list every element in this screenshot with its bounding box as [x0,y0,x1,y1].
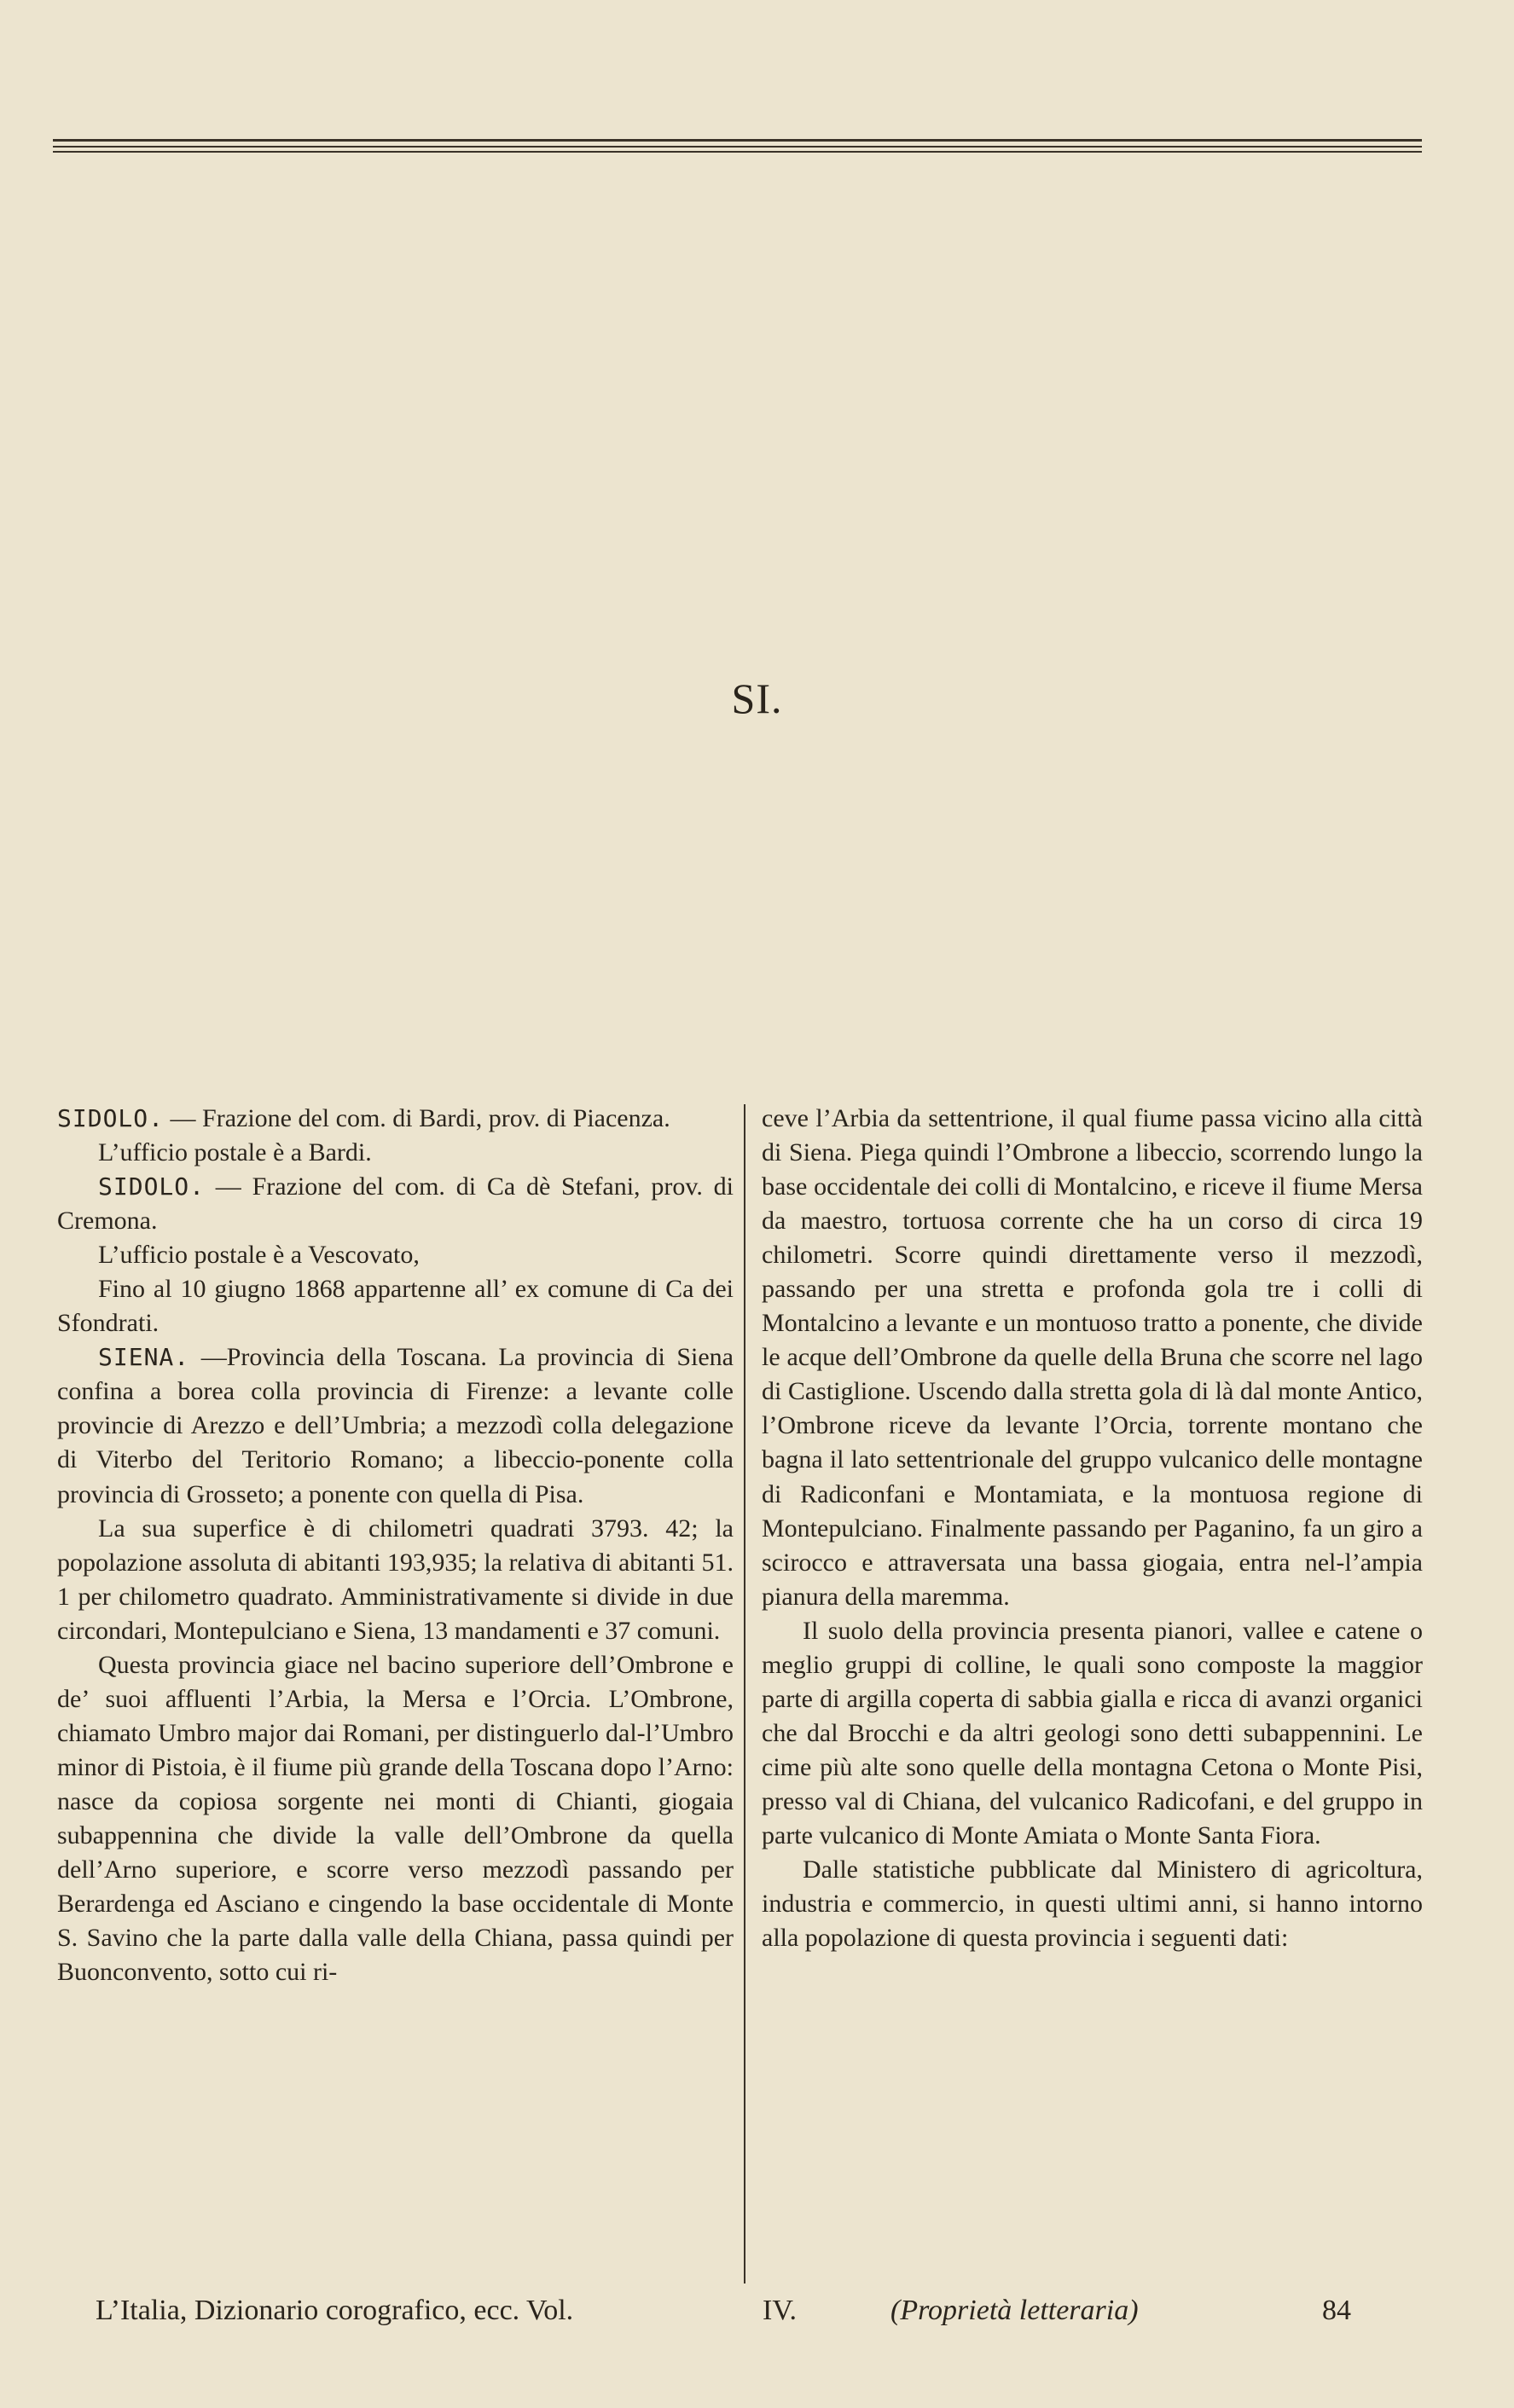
paragraph [57,1102,734,1136]
entry-headword: SIDOLO. [98,1172,206,1201]
column-divider [744,1104,745,2284]
paragraph [57,1340,734,1511]
paragraph: L’ufficio postale è a Bardi. [98,1138,372,1167]
top-rule [53,139,1422,142]
paragraph: Dalle statistiche pubblicate dal Ministero di agricoltura, industria e commercio, in questi ultimi anni, si hanno intorno alla popolazione di questa provincia i seguenti dati: [762,1855,1423,1953]
entry-headword: SIENA. [98,1343,190,1372]
section-heading: SI. [731,674,783,722]
page-number: 84 [1322,2295,1351,2326]
top-rule [53,146,1422,148]
paragraph: Questa provincia giace nel bacino superiore dell’Ombrone e de’ suoi affluenti l’Arbia, la Mersa e l’Orcia. L’Ombrone, chiamato Umbro major dai Romani, per distinguerlo dal-l’Umbro minor di Pistoia, è il fiume più grande della Toscana dopo l’Arno: nasce da copiosa sorgente nei monti di Chianti, giogaia subappennina che divide la valle dell’Ombrone da quella dell’Arno superiore, e scorre verso mezzodì passando per Berardenga ed Asciano e cingendo la base occidentale di Monte S. Savino che la parte dalla valle della Chiana, passa quindi per Buonconvento, sotto cui ri- [57,1650,734,1987]
footer-rights: (Proprietà letteraria) [890,2295,1139,2326]
paragraph-text: — Frazione del com. di Ca dè Stefani, prov. di Cremona. [57,1172,734,1236]
footer-title: L’Italia, Dizionario corografico, ecc. Vol. [96,2295,574,2326]
top-rule [53,151,1422,153]
left-column [57,1102,734,2283]
page-footer [96,2285,1358,2336]
paragraph [57,1170,734,1238]
paragraph: L’ufficio postale è a Vescovato, [98,1241,420,1270]
paragraph: Fino al 10 giugno 1868 appartenne all’ ex comune di Ca dei Sfondrati. [57,1275,734,1338]
paragraph-text: — Frazione del com. di Bardi, prov. di Piacenza. [164,1104,670,1132]
paragraph: Il suolo della provincia presenta pianori, vallee e catene o meglio gruppi di colline, le quali sono composte la maggior parte di argilla coperta di sabbia gialla e ricca di avanzi organici che dal Brocchi e da altri geologi sono detti subappennini. Le cime più alte sono quelle della montagna Cetona o Monte Pisi, presso val di Chiana, del vulcanico Radicofani, e del gruppo in parte vulcanico di Monte Amiata o Monte Santa Fiora. [762,1616,1423,1849]
entry-headword: SIDOLO. [57,1104,165,1132]
paragraph: La sua superfice è di chilometri quadrati 3793. 42; la popolazione assoluta di abitanti 193,935; la relativa di abitanti 51. 1 per chilometro quadrato. Amministrativamente si divide in due circondari, Montepulciano e Siena, 13 mandamenti e 37 comuni. [57,1514,734,1645]
right-column [762,1102,1423,2283]
paragraph: ceve l’Arbia da settentrione, il qual fiume passa vicino alla città di Siena. Piega quindi l’Ombrone a libeccio, scorrendo lungo la base occidentale dei colli di Montalcino, e riceve il fiume Mersa da maestro, tortuosa corrente che ha un corso di circa 19 chilometri. Scorre quindi direttamente verso il mezzodì, passando per una stretta e profonda gola tre i colli di Montalcino a levante e un montuoso tratto a ponente, che divide le acque dell’Ombrone da quelle della Bruna che scorre nel lago di Castiglione. Uscendo dalla stretta gola di là dal monte Antico, l’Ombrone riceve da levante l’Orcia, torrente montano che bagna il lato settentrionale del gruppo vulcanico delle montagne di Radiconfani e Montamiata, e la montuosa regione di Montepulciano. Finalmente passando per Paganino, fa un giro a scirocco e attraversata una bassa giogaia, entra nel-l’ampia pianura della maremma. [762,1104,1423,1611]
footer-volume: IV. [763,2295,797,2326]
paragraph-text: —Provincia della Toscana. La provincia di Siena confina a borea colla provincia di Firenze: a levante colle provincie di Arezzo e dell’Umbria; a mezzodì colla delegazione di Viterbo del Teritorio Romano; a libeccio-ponente colla provincia di Grosseto; a ponente con quella di Pisa. [57,1343,734,1508]
